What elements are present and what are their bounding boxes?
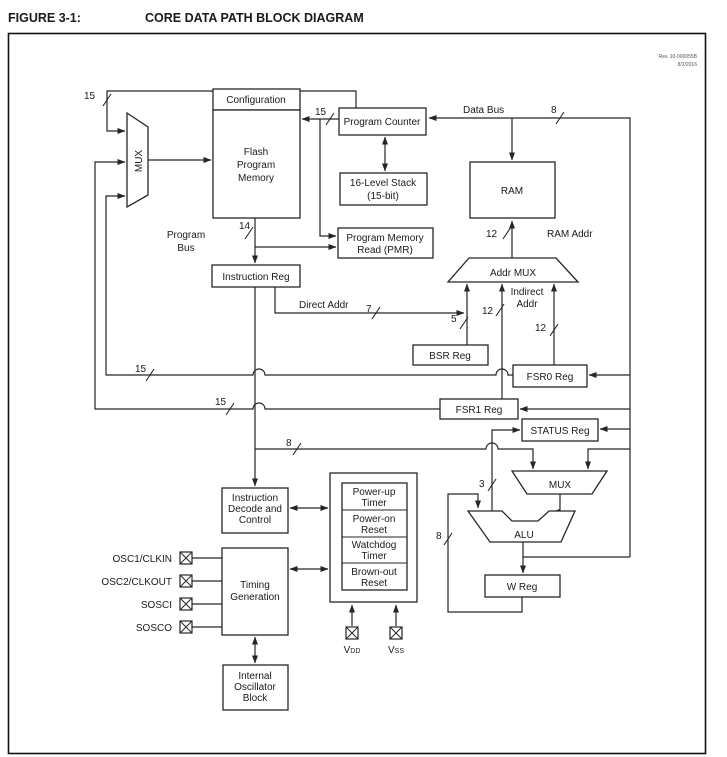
pmr-label-2: Read (PMR)	[357, 245, 413, 256]
tick-fsr1-indirect	[496, 304, 504, 316]
watchdog-timer-label-2: Timer	[361, 551, 387, 562]
width-bsr-direct: 5	[451, 314, 457, 325]
configuration-label: Configuration	[226, 95, 286, 106]
vss-pin-label	[388, 645, 404, 656]
width-data-bus: 8	[551, 105, 557, 116]
internal-oscillator-label-2: Oscillator	[234, 682, 276, 693]
wire-data-bus-to-data-mux	[588, 449, 630, 469]
w-reg-label: W Reg	[506, 582, 538, 593]
width-ir-literal: 8	[286, 438, 292, 449]
sosco-pin-label: SOSCO	[135, 623, 172, 634]
revision-date: 8/2/2016	[677, 62, 697, 68]
instruction-decode-label-1: Instruction	[231, 493, 279, 504]
osc1-pin	[113, 552, 192, 565]
instruction-decode-label-2: Decode and	[228, 504, 282, 515]
program-bus-label-2: Bus	[177, 243, 195, 254]
status-reg-label: STATUS Reg	[530, 426, 590, 437]
instruction-decode-label-3: Control	[238, 515, 272, 526]
figure-label: FIGURE 3-1:	[8, 11, 81, 25]
wire-ir-literal-to-data-mux	[255, 443, 533, 469]
width-ram-addr: 12	[486, 229, 498, 240]
brownout-reset-label-2: Reset	[360, 578, 388, 589]
data-bus-label: Data Bus	[463, 105, 505, 116]
indirect-addr-label-2: Addr	[516, 299, 538, 310]
vss-label-sub: SS	[394, 648, 405, 655]
internal-oscillator-label-3: Block	[242, 693, 268, 704]
brownout-reset-label-1: Brown-out	[351, 567, 397, 578]
sosci-pin	[141, 598, 192, 611]
powerup-timer-label-1: Power-up	[352, 487, 396, 498]
vss-pin	[388, 627, 404, 656]
width-fsr0-to-mux: 15	[135, 364, 147, 375]
program-counter-label: Program Counter	[343, 117, 421, 128]
tick-ram-addr	[503, 227, 511, 239]
wire-data-mux-to-alu	[552, 494, 560, 512]
vss-label-main: V	[387, 645, 395, 656]
width-alu-status: 3	[479, 479, 485, 490]
width-fsr1-to-mux: 15	[215, 397, 227, 408]
watchdog-timer-label-1: Watchdog	[351, 540, 397, 551]
flash-label-2: Program	[236, 160, 276, 171]
wire-pc-to-pmr	[320, 119, 336, 236]
flash-label-3: Memory	[237, 173, 275, 184]
pmr-label-1: Program Memory	[346, 233, 424, 244]
width-pc-to-flash: 15	[315, 107, 327, 118]
direct-addr-label: Direct Addr	[299, 300, 349, 311]
width-fsr0-indirect: 12	[535, 323, 547, 334]
osc2-pin-label: OSC2/CLKOUT	[101, 577, 172, 588]
indirect-addr-label-1: Indirect	[510, 287, 544, 298]
sosco-pin	[136, 621, 192, 634]
ram-addr-label: RAM Addr	[547, 229, 593, 240]
bsr-reg-label: BSR Reg	[429, 351, 471, 362]
instruction-reg-label: Instruction Reg	[222, 272, 290, 283]
width-fsr1-indirect: 12	[482, 306, 494, 317]
width-pc-to-mux: 15	[84, 91, 96, 102]
program-bus-label-1: Program	[166, 230, 206, 241]
figure-title: CORE DATA PATH BLOCK DIAGRAM	[145, 11, 364, 25]
vdd-label-main: V	[343, 645, 351, 656]
stack-label-2: (15-bit)	[367, 191, 399, 202]
program-mux-label: MUX	[134, 149, 145, 173]
powerup-timer-label-2: Timer	[361, 498, 387, 509]
fsr0-reg-label: FSR0 Reg	[526, 372, 574, 383]
figure-border	[9, 34, 706, 754]
width-ir-direct: 7	[366, 304, 372, 315]
sosci-pin-label: SOSCI	[140, 600, 172, 611]
width-flash-to-ir: 14	[239, 221, 251, 232]
width-w-feedback: 8	[436, 531, 442, 542]
osc1-pin-label: OSC1/CLKIN	[112, 554, 172, 565]
alu-label: ALU	[514, 530, 534, 541]
timing-generation-label-1: Timing	[240, 580, 270, 591]
flash-label-1: Flash	[243, 147, 269, 158]
stack-label-1: 16-Level Stack	[349, 178, 417, 189]
revision-note: Rev. 10-000055B	[658, 54, 697, 60]
vdd-pin-label	[344, 645, 361, 656]
vdd-label-sub: DD	[350, 648, 361, 655]
internal-oscillator-label-1: Internal	[238, 671, 272, 682]
blocks	[212, 89, 598, 710]
ram-label: RAM	[500, 186, 524, 197]
poweron-reset-label-1: Power-on	[352, 514, 396, 525]
vdd-pin	[344, 627, 361, 656]
poweron-reset-label-2: Reset	[360, 525, 388, 536]
fsr1-reg-label: FSR1 Reg	[455, 405, 503, 416]
timing-generation-label-2: Generation	[230, 592, 280, 603]
data-mux-label: MUX	[548, 480, 572, 491]
addr-mux-label: Addr MUX	[489, 268, 537, 279]
osc2-pin	[101, 575, 192, 588]
